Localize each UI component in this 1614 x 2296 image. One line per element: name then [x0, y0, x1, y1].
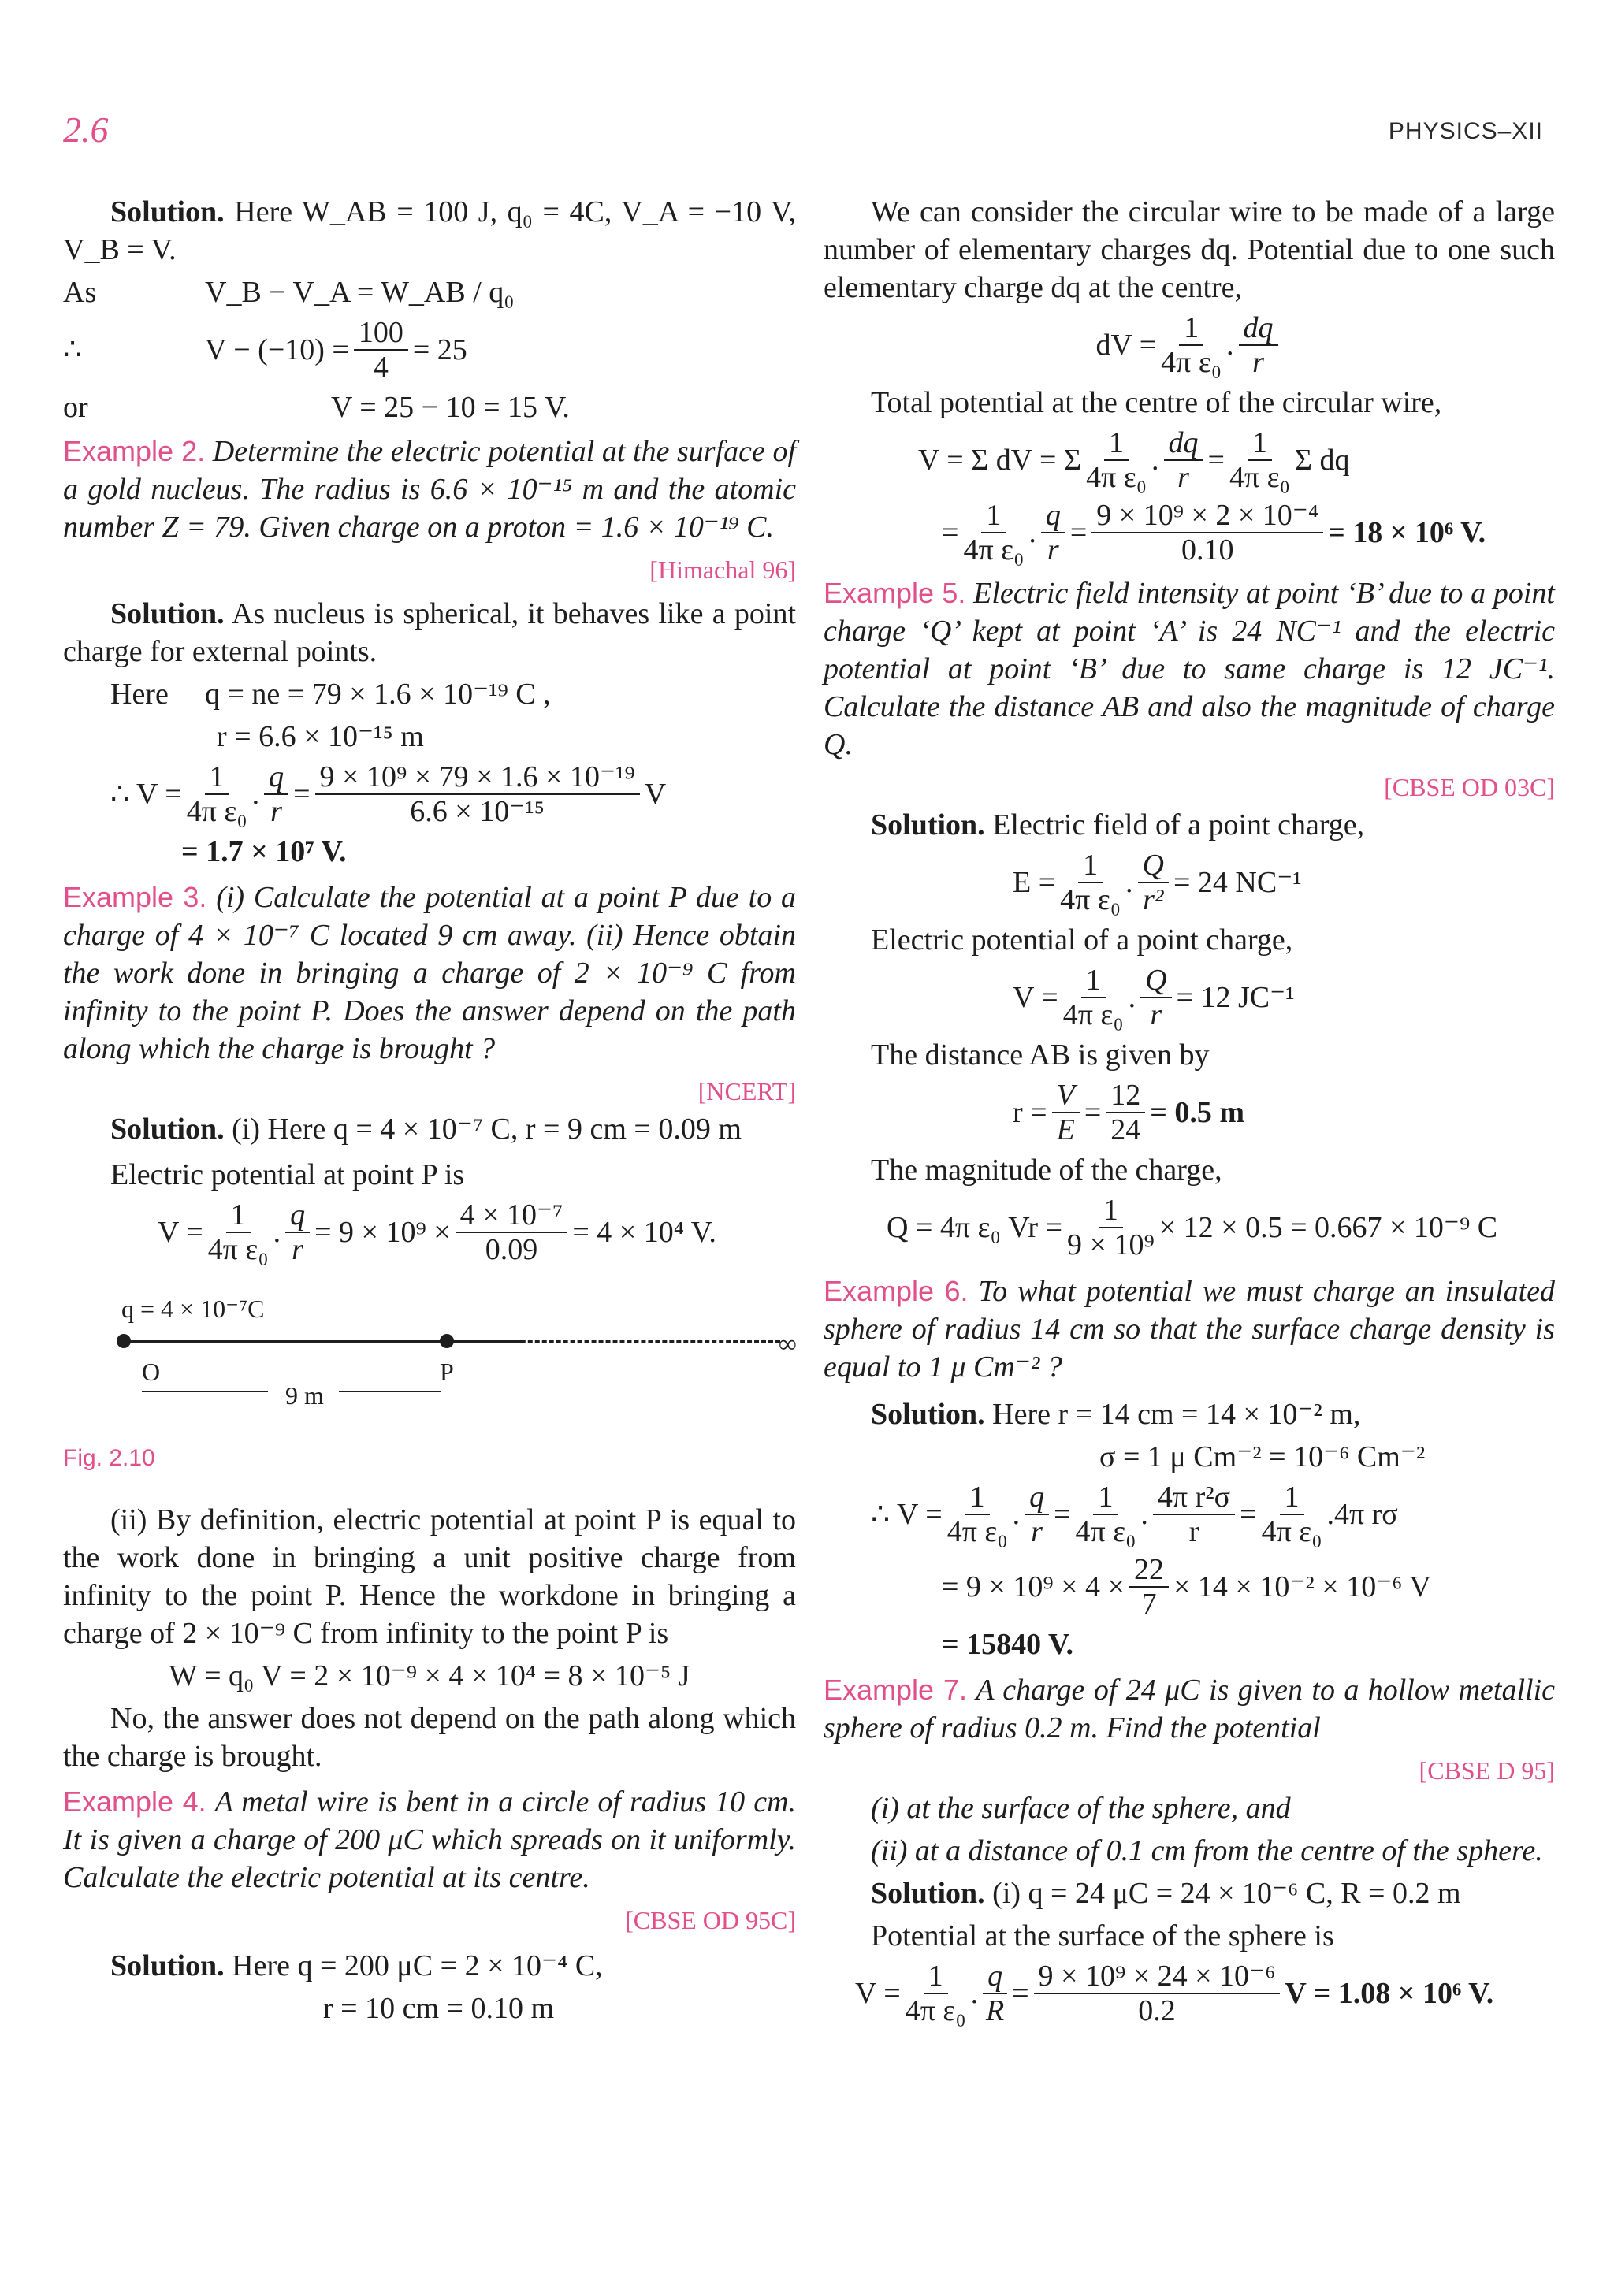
equation-v7: V = $\frac{1}{\text{4π ε₀}}$ . $\frac{q}{R}$ = $\frac{\text{9 × 10⁹ × 24 × 10⁻⁶}}{0.2}$ V = 1.08 × 10⁶ V. — [855, 1960, 1494, 2027]
example-4: Example 4. A metal wire is bent in a circle of radius 10 cm. It is given a charge of 200 μC which spreads on it uniformly. Calculate the electric potential at its centre. — [63, 1785, 797, 1894]
figure-caption: Fig. 2.10 — [63, 1445, 155, 1471]
right-column — [824, 193, 1555, 2032]
solution-1: Solution. Here W_AB = 100 J, q₀ = 4C, V_A = −10 V, V_B = V. — [63, 195, 796, 266]
solution-3-ep: Electric potential at point P is — [110, 1158, 465, 1191]
equation-v5: V = $\frac{1}{\text{4π ε₀}}$ . $\frac{Q}{r}$ = 12 JC⁻¹ — [1013, 964, 1295, 1031]
solution-2-r: r = 6.6 × 10⁻¹⁵ m — [217, 720, 424, 753]
solution-3-no: No, the answer does not depend on the path along which the charge is brought. — [63, 1702, 796, 1773]
solution-4: Solution. Here q = 200 μC = 2 × 10⁻⁴ C, — [110, 1949, 603, 1982]
equation-v-sum: V = Σ dV = Σ $\frac{1}{\text{4π ε₀}}$ . $\frac{dq}{r}$ = $\frac{1}{\text{4π ε₀}}$ Σ dq — [918, 426, 1350, 494]
right-p1: We can consider the circular wire to be made of a large number of elementary charges dq. Potential due to one such elementary charge dq at the centre, — [824, 195, 1555, 304]
fig-distance: 9 m — [285, 1381, 324, 1410]
solution-3-w: W = q₀ V = 2 × 10⁻⁹ × 4 × 10⁴ = 8 × 10⁻⁵ J — [169, 1659, 690, 1692]
fig-dashed-line — [457, 1340, 780, 1343]
solution-2-result: = 1.7 × 10⁷ V. — [181, 835, 347, 868]
solution-3-ii: (ii) By definition, electric potential at point P is equal to the work done in bringing a unit positive charge from infinity to the point P. Hence the workdone in bringing a charge of 2 × 10⁻⁹ C from infinity to the point P is — [63, 1503, 796, 1650]
figure-2-10 — [63, 1274, 796, 1408]
equation-therefore: ∴ V − (−10) = $\frac{100}{4}$ = 25 — [63, 316, 467, 384]
example-5: Example 5. Electric field intensity at point ‘B’ due to a point charge ‘Q’ kept at point ‘A’ is 24 NC⁻¹ and the electric potential at point ‘B’ due to same charge is 12 JC⁻¹. Calculate the distance AB and also the magnitude of charge Q. — [824, 577, 1555, 761]
solution-6: Solution. Here r = 14 cm = 14 × 10⁻² m, — [871, 1398, 1361, 1431]
fig-arrow-right — [339, 1391, 441, 1392]
equation-v6-result: = 15840 V. — [942, 1628, 1074, 1661]
equation-v6: ∴ V = $\frac{1}{\text{4π ε₀}}$ . $\frac{q}{r}$ = $\frac{1}{\text{4π ε₀}}$ . $\frac{\text{4π r²σ}}{r}$ = $\frac{1}{\text{4π ε₀}}$ .4π rσ — [871, 1481, 1398, 1548]
equation-v6-line2: = 9 × 10⁹ × 4 × $\frac{22}{7}$ × 14 × 10⁻² × 10⁻⁶ V — [942, 1553, 1431, 1621]
equation-distance: r = $\frac{V}{E}$ = $\frac{12}{24}$ = 0.5 m — [1013, 1079, 1245, 1146]
fig-label-O: O — [142, 1358, 161, 1386]
example-4-ref: [CBSE OD 95C] — [625, 1906, 796, 1934]
equation-or: or V = 25 − 10 = 15 V. — [63, 391, 570, 424]
left-column — [63, 193, 796, 2032]
equation-e: E = $\frac{1}{\text{4π ε₀}}$ . $\frac{Q}{\text{r²}}$ = 24 NC⁻¹ — [1013, 849, 1302, 916]
solution-7: Solution. (i) q = 24 μC = 24 × 10⁻⁶ C, R = 0.2 m — [871, 1877, 1461, 1910]
solution-3-v: V = $\frac{1}{\text{4π ε₀}}$ . $\frac{q}{r}$ = 9 × 10⁹ × $\frac{\text{4 × 10⁻⁷}}{0.09}$ = 4 × 10⁴ V. — [158, 1198, 716, 1266]
example-5-ref: [CBSE OD 03C] — [1384, 773, 1555, 801]
solution-7-p: Potential at the surface of the sphere is — [871, 1919, 1334, 1952]
fig-point-P-dot — [440, 1334, 454, 1348]
right-p2: Total potential at the centre of the circular wire, — [871, 386, 1442, 419]
solution-2-v: ∴ V = $\frac{1}{\text{4π ε₀}}$ . $\frac{q}{r}$ = $\frac{\text{9 × 10⁹ × 79 × 1.6 × 10⁻¹⁹}}{\text{6.6 × 10⁻¹⁵}}$ V — [110, 760, 667, 828]
example-3-ref: [NCERT] — [697, 1077, 796, 1105]
solution-2-q: Here q = ne = 79 × 1.6 × 10⁻¹⁹ C , — [110, 678, 551, 711]
magnitude-text: The magnitude of the charge, — [871, 1154, 1222, 1187]
solution-6-sigma: σ = 1 μ Cm⁻² = 10⁻⁶ Cm⁻² — [1099, 1440, 1426, 1473]
equation-dv: dV = $\frac{1}{\text{4π ε₀}}$ . $\frac{dq}{r}$ — [824, 311, 1555, 379]
solution-4-r: r = 10 cm = 0.10 m — [323, 1992, 554, 2025]
solution-2: Solution. As nucleus is spherical, it behaves like a point charge for external points. — [63, 597, 796, 668]
example-2-ref: [Himachal 96] — [649, 555, 796, 584]
example-3: Example 3. (i) Calculate the potential at a point P due to a charge of 4 × 10⁻⁷ C located 9 cm away. (ii) Hence obtain the work done in bringing a charge of 2 × 10⁻⁹ C from infinity to the point P. Does the answer depend on the path along which the charge is brought ? — [63, 881, 797, 1065]
example-7-i: (i) at the surface of the sphere, and — [871, 1792, 1291, 1825]
example-7-ii: (ii) at a distance of 0.1 cm from the centre of the sphere. — [871, 1834, 1543, 1867]
fig-point-O — [117, 1334, 131, 1348]
distance-text: The distance AB is given by — [871, 1038, 1210, 1072]
fig-label-P: P — [440, 1358, 454, 1386]
fig-infinity: ∞ — [779, 1329, 797, 1358]
equation-v-value: = $\frac{1}{\text{4π ε₀}}$ . $\frac{q}{r}$ = $\frac{\text{9 × 10⁹ × 2 × 10⁻⁴}}{0.10}$ = 18 × 10⁶ V. — [942, 499, 1486, 567]
fig-charge-label: q = 4 × 10⁻⁷C — [121, 1295, 265, 1323]
equation-q: Q = 4π ε₀ Vr = $\frac{1}{\text{9 × 10⁹}}$ × 12 × 0.5 = 0.667 × 10⁻⁹ C — [887, 1194, 1498, 1261]
solution-3: Solution. (i) Here q = 4 × 10⁻⁷ C, r = 9 cm = 0.09 m — [110, 1113, 742, 1146]
solution-5: Solution. Electric field of a point charge, — [871, 808, 1365, 841]
example-6: Example 6. To what potential we must charge an insulated sphere of radius 14 cm so that the surface charge density is equal to 1 μ Cm⁻² ? — [824, 1275, 1556, 1384]
solution-5-ep: Electric potential of a point charge, — [871, 923, 1293, 957]
page-number: 2.6 — [63, 110, 109, 150]
example-7-ref: [CBSE D 95] — [1419, 1756, 1555, 1785]
example-7: Example 7. A charge of 24 μC is given to a hollow metallic sphere of radius 0.2 m. Find the potential — [824, 1674, 1555, 1744]
example-2: Example 2. Determine the electric potential at the surface of a gold nucleus. The radius is 6.6 × 10⁻¹⁵ m and the atomic number Z = 79. Given charge on a proton = 1.6 × 10⁻¹⁹ C. — [63, 435, 796, 544]
equation-as: As V_B − V_A = W_AB / q₀ — [63, 276, 515, 309]
fig-arrow-left — [142, 1391, 268, 1392]
running-head: PHYSICS–XII — [1388, 118, 1543, 144]
